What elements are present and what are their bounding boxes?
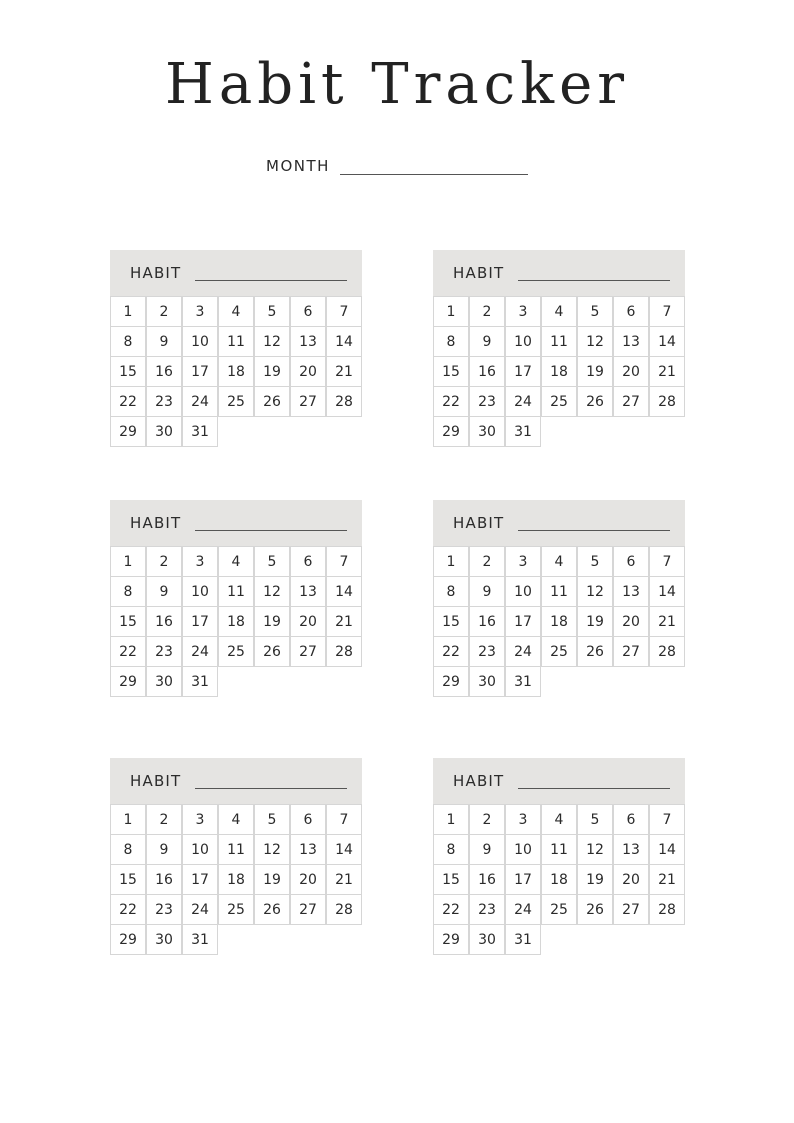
day-cell[interactable]: 1: [110, 546, 146, 577]
day-cell[interactable]: 2: [146, 546, 182, 577]
day-cell[interactable]: 29: [110, 666, 146, 697]
habit-label: HABIT: [130, 514, 182, 532]
day-cell[interactable]: 15: [110, 606, 146, 637]
day-cell[interactable]: 23: [469, 636, 505, 667]
day-cell[interactable]: 8: [110, 326, 146, 357]
day-cell[interactable]: 9: [469, 326, 505, 357]
habit-name-input-line[interactable]: [195, 266, 347, 281]
day-cell[interactable]: 7: [649, 296, 685, 327]
day-cell[interactable]: 19: [577, 864, 613, 895]
day-cell[interactable]: 14: [326, 326, 362, 357]
day-cell[interactable]: 30: [146, 924, 182, 955]
day-cell[interactable]: 26: [577, 636, 613, 667]
habit-header: [110, 500, 362, 546]
day-cell[interactable]: 23: [146, 894, 182, 925]
day-cell[interactable]: 3: [505, 296, 541, 327]
day-cell[interactable]: 20: [613, 606, 649, 637]
day-cell[interactable]: 3: [505, 804, 541, 835]
day-cell[interactable]: 10: [182, 834, 218, 865]
day-cell[interactable]: 3: [182, 804, 218, 835]
day-cell[interactable]: 28: [649, 386, 685, 417]
day-cell[interactable]: 19: [254, 356, 290, 387]
day-cell[interactable]: 19: [577, 606, 613, 637]
habit-label: HABIT: [453, 772, 505, 790]
day-cell[interactable]: 26: [254, 894, 290, 925]
day-cell[interactable]: 8: [110, 834, 146, 865]
day-cell[interactable]: 30: [146, 666, 182, 697]
day-cell[interactable]: 26: [577, 386, 613, 417]
habit-tracker: [433, 250, 685, 448]
day-cell[interactable]: 24: [182, 636, 218, 667]
day-cell[interactable]: 6: [613, 296, 649, 327]
day-cell[interactable]: 4: [218, 804, 254, 835]
day-cell[interactable]: 29: [110, 416, 146, 447]
day-cell[interactable]: 27: [613, 894, 649, 925]
day-cell[interactable]: 17: [505, 356, 541, 387]
habit-name-input-line[interactable]: [518, 516, 670, 531]
day-cell[interactable]: 18: [541, 606, 577, 637]
day-cell[interactable]: 27: [613, 636, 649, 667]
day-cell[interactable]: 22: [110, 386, 146, 417]
day-cell[interactable]: 11: [541, 576, 577, 607]
day-cell[interactable]: 20: [613, 356, 649, 387]
day-cell[interactable]: 13: [613, 834, 649, 865]
day-cell[interactable]: 24: [505, 894, 541, 925]
day-cell[interactable]: 24: [182, 386, 218, 417]
day-cell[interactable]: 13: [613, 326, 649, 357]
day-cell[interactable]: 28: [326, 894, 362, 925]
day-cell[interactable]: 9: [469, 576, 505, 607]
day-cell[interactable]: 5: [254, 546, 290, 577]
day-cell[interactable]: 12: [254, 576, 290, 607]
day-cell[interactable]: 11: [541, 326, 577, 357]
day-cell[interactable]: 31: [182, 924, 218, 955]
day-cell[interactable]: 3: [505, 546, 541, 577]
day-grid: [110, 804, 362, 956]
day-cell[interactable]: 23: [146, 636, 182, 667]
habit-tracker: [110, 250, 362, 448]
day-cell[interactable]: 21: [326, 356, 362, 387]
day-cell[interactable]: 1: [433, 296, 469, 327]
habit-tracker: [110, 758, 362, 956]
day-cell[interactable]: 11: [218, 326, 254, 357]
day-cell[interactable]: 31: [182, 416, 218, 447]
day-cell[interactable]: 16: [469, 864, 505, 895]
day-cell[interactable]: 11: [541, 834, 577, 865]
day-cell[interactable]: 12: [577, 834, 613, 865]
day-cell[interactable]: 13: [290, 834, 326, 865]
day-cell[interactable]: 26: [577, 894, 613, 925]
day-cell[interactable]: 2: [146, 296, 182, 327]
day-cell[interactable]: 15: [433, 864, 469, 895]
day-cell[interactable]: 15: [433, 356, 469, 387]
day-cell[interactable]: 18: [218, 356, 254, 387]
day-cell[interactable]: 24: [182, 894, 218, 925]
day-cell[interactable]: 5: [577, 546, 613, 577]
day-cell[interactable]: 8: [433, 834, 469, 865]
day-cell[interactable]: 13: [290, 326, 326, 357]
day-cell[interactable]: 7: [326, 546, 362, 577]
day-cell[interactable]: 15: [110, 864, 146, 895]
day-cell[interactable]: 8: [433, 576, 469, 607]
habit-header: [433, 758, 685, 804]
day-cell[interactable]: 26: [254, 386, 290, 417]
day-cell[interactable]: 2: [146, 804, 182, 835]
habit-label: HABIT: [130, 264, 182, 282]
day-cell[interactable]: 23: [469, 386, 505, 417]
day-grid: [433, 804, 685, 956]
day-cell[interactable]: 18: [218, 606, 254, 637]
day-cell[interactable]: 6: [290, 804, 326, 835]
month-input-line[interactable]: [340, 156, 528, 175]
day-cell[interactable]: 16: [469, 606, 505, 637]
day-cell[interactable]: 22: [433, 636, 469, 667]
day-cell[interactable]: 12: [254, 326, 290, 357]
day-cell[interactable]: 2: [469, 546, 505, 577]
habit-name-input-line[interactable]: [195, 516, 347, 531]
day-cell[interactable]: 16: [469, 356, 505, 387]
day-grid: [433, 546, 685, 698]
month-label: MONTH: [266, 157, 330, 175]
day-cell[interactable]: 12: [577, 326, 613, 357]
day-cell[interactable]: 4: [541, 546, 577, 577]
day-cell[interactable]: 6: [290, 296, 326, 327]
page-title: Habit Tracker: [165, 52, 629, 117]
day-cell[interactable]: 6: [613, 546, 649, 577]
day-cell[interactable]: 1: [110, 296, 146, 327]
day-cell[interactable]: 12: [254, 834, 290, 865]
day-grid: [433, 296, 685, 448]
day-cell[interactable]: 30: [469, 666, 505, 697]
day-grid: [110, 546, 362, 698]
day-cell[interactable]: 17: [505, 606, 541, 637]
day-cell[interactable]: 7: [649, 546, 685, 577]
day-cell[interactable]: 20: [290, 606, 326, 637]
day-cell[interactable]: 3: [182, 546, 218, 577]
day-cell[interactable]: 1: [110, 804, 146, 835]
day-cell[interactable]: 17: [182, 864, 218, 895]
day-cell[interactable]: 23: [146, 386, 182, 417]
day-cell[interactable]: 10: [182, 326, 218, 357]
day-cell[interactable]: 21: [649, 356, 685, 387]
day-cell[interactable]: 30: [146, 416, 182, 447]
day-cell[interactable]: 12: [577, 576, 613, 607]
day-cell[interactable]: 7: [326, 804, 362, 835]
day-cell[interactable]: 28: [649, 894, 685, 925]
habit-label: HABIT: [130, 772, 182, 790]
day-cell[interactable]: 31: [182, 666, 218, 697]
day-cell[interactable]: 22: [110, 636, 146, 667]
day-cell[interactable]: 25: [218, 636, 254, 667]
day-cell[interactable]: 5: [577, 296, 613, 327]
day-cell[interactable]: 10: [505, 326, 541, 357]
day-cell[interactable]: 27: [290, 894, 326, 925]
habit-name-input-line[interactable]: [195, 774, 347, 789]
day-cell[interactable]: 3: [182, 296, 218, 327]
day-cell[interactable]: 14: [326, 834, 362, 865]
day-cell[interactable]: 25: [541, 636, 577, 667]
day-cell[interactable]: 28: [649, 636, 685, 667]
month-field: [0, 156, 794, 175]
day-cell[interactable]: 9: [146, 326, 182, 357]
day-cell[interactable]: 30: [469, 416, 505, 447]
day-cell[interactable]: 7: [649, 804, 685, 835]
day-cell[interactable]: 4: [541, 804, 577, 835]
day-cell[interactable]: 5: [577, 804, 613, 835]
day-cell[interactable]: 27: [290, 636, 326, 667]
day-cell[interactable]: 16: [146, 356, 182, 387]
day-cell[interactable]: 14: [649, 326, 685, 357]
day-cell[interactable]: 13: [290, 576, 326, 607]
day-cell[interactable]: 25: [218, 894, 254, 925]
habit-tracker: [110, 500, 362, 698]
habit-header: [433, 250, 685, 296]
habit-tracker: [433, 500, 685, 698]
habit-header: [433, 500, 685, 546]
day-cell[interactable]: 18: [541, 356, 577, 387]
habit-tracker: [433, 758, 685, 956]
day-cell[interactable]: 30: [469, 924, 505, 955]
day-cell[interactable]: 1: [433, 804, 469, 835]
day-cell[interactable]: 17: [505, 864, 541, 895]
day-cell[interactable]: 10: [182, 576, 218, 607]
habit-name-input-line[interactable]: [518, 774, 670, 789]
day-cell[interactable]: 27: [613, 386, 649, 417]
day-cell[interactable]: 15: [110, 356, 146, 387]
day-cell[interactable]: 6: [613, 804, 649, 835]
day-cell[interactable]: 17: [182, 356, 218, 387]
day-cell[interactable]: 9: [146, 576, 182, 607]
day-cell[interactable]: 5: [254, 804, 290, 835]
day-cell[interactable]: 27: [290, 386, 326, 417]
day-cell[interactable]: 14: [326, 576, 362, 607]
day-cell[interactable]: 2: [469, 296, 505, 327]
day-cell[interactable]: 2: [469, 804, 505, 835]
day-cell[interactable]: 16: [146, 864, 182, 895]
day-cell[interactable]: 22: [110, 894, 146, 925]
day-cell[interactable]: 1: [433, 546, 469, 577]
habit-name-input-line[interactable]: [518, 266, 670, 281]
habit-label: HABIT: [453, 514, 505, 532]
day-cell[interactable]: 18: [218, 864, 254, 895]
habit-header: [110, 758, 362, 804]
day-cell[interactable]: 11: [218, 576, 254, 607]
day-cell[interactable]: 24: [505, 386, 541, 417]
day-cell[interactable]: 29: [433, 666, 469, 697]
day-cell[interactable]: 28: [326, 636, 362, 667]
day-cell[interactable]: 21: [649, 606, 685, 637]
day-cell[interactable]: 10: [505, 576, 541, 607]
day-cell[interactable]: 22: [433, 386, 469, 417]
day-cell[interactable]: 15: [433, 606, 469, 637]
day-cell[interactable]: 29: [110, 924, 146, 955]
day-cell[interactable]: 8: [110, 576, 146, 607]
day-cell[interactable]: 20: [290, 356, 326, 387]
day-cell[interactable]: 21: [326, 864, 362, 895]
day-cell[interactable]: 21: [649, 864, 685, 895]
day-cell[interactable]: 16: [146, 606, 182, 637]
day-cell[interactable]: 4: [218, 546, 254, 577]
day-cell[interactable]: 8: [433, 326, 469, 357]
day-cell[interactable]: 17: [182, 606, 218, 637]
day-cell[interactable]: 19: [254, 864, 290, 895]
day-cell[interactable]: 31: [505, 416, 541, 447]
day-cell[interactable]: 14: [649, 834, 685, 865]
day-cell[interactable]: 20: [290, 864, 326, 895]
day-cell[interactable]: 20: [613, 864, 649, 895]
day-cell[interactable]: 10: [505, 834, 541, 865]
day-cell[interactable]: 7: [326, 296, 362, 327]
day-cell[interactable]: 29: [433, 416, 469, 447]
day-cell[interactable]: 9: [146, 834, 182, 865]
day-cell[interactable]: 18: [541, 864, 577, 895]
day-cell[interactable]: 19: [254, 606, 290, 637]
day-cell[interactable]: 11: [218, 834, 254, 865]
day-cell[interactable]: 31: [505, 666, 541, 697]
day-cell[interactable]: 4: [541, 296, 577, 327]
day-cell[interactable]: 13: [613, 576, 649, 607]
day-cell[interactable]: 25: [541, 386, 577, 417]
day-cell[interactable]: 25: [218, 386, 254, 417]
day-cell[interactable]: 28: [326, 386, 362, 417]
day-cell[interactable]: 9: [469, 834, 505, 865]
day-cell[interactable]: 5: [254, 296, 290, 327]
day-cell[interactable]: 4: [218, 296, 254, 327]
day-cell[interactable]: 29: [433, 924, 469, 955]
day-cell[interactable]: 23: [469, 894, 505, 925]
day-cell[interactable]: 24: [505, 636, 541, 667]
day-cell[interactable]: 31: [505, 924, 541, 955]
habit-label: HABIT: [453, 264, 505, 282]
day-cell[interactable]: 25: [541, 894, 577, 925]
day-cell[interactable]: 19: [577, 356, 613, 387]
habit-header: [110, 250, 362, 296]
day-grid: [110, 296, 362, 448]
day-cell[interactable]: 21: [326, 606, 362, 637]
day-cell[interactable]: 26: [254, 636, 290, 667]
day-cell[interactable]: 22: [433, 894, 469, 925]
day-cell[interactable]: 6: [290, 546, 326, 577]
day-cell[interactable]: 14: [649, 576, 685, 607]
